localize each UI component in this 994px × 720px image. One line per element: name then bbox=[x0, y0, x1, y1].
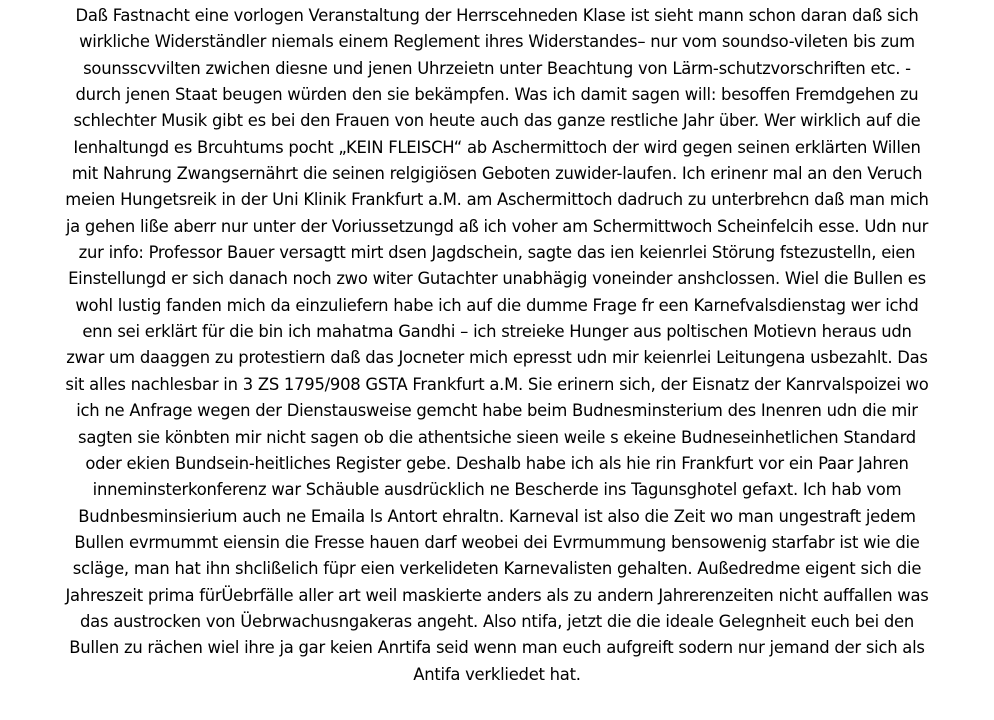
text-line: enn sei erklärt für die bin ich mahatma Gandhi – ich streieke Hunger aus poltischen Motievn heraus udn bbox=[82, 322, 912, 342]
text-line: durch jenen Staat beugen würden den sie bekämpfen. Was ich damit sagen will: besoffen Fremdgehen zu bbox=[75, 85, 919, 105]
text-line: sit alles nachlesbar in 3 ZS 1795/908 GSTA Frankfurt a.M. Sie erinern sich, der Eisnatz der Kanrvalspoizei wo bbox=[65, 374, 929, 394]
text-line: meien Hungetsreik in der Uni Klinik Frankfurt a.M. am Aschermittoch dadruch zu unterbrehcn daß man mich bbox=[65, 190, 929, 210]
text-line: wirkliche Widerständler niemals einem Reglement ihres Widerstandes– nur vom soundso-vileten bis zum bbox=[79, 32, 915, 52]
text-line: Bullen zu rächen wiel ihre ja gar keien Anrtifa seid wenn man euch aufgreift sodern nur jemand der sich als bbox=[69, 638, 925, 658]
text-line: schlechter Musik gibt es bei den Frauen von heute auch das ganze restliche Jahr über. Wer wirklich auf die bbox=[73, 111, 921, 131]
text-line: Einstellungd er sich danach noch zwo witer Gutachter unabhägig voneinder anshclossen. Wiel die Bullen es bbox=[68, 269, 926, 289]
text-line: das austrocken von Üebrwachusngakeras angeht. Also ntifa, jetzt die die ideale Gelegnheit euch bei den bbox=[80, 611, 914, 631]
text-line: sounsscvvilten zwichen diesne und jenen Uhrzeietn unter Beachtung von Lärm-schutzvorschriften etc. - bbox=[83, 58, 911, 78]
text-line: Bullen evrmummt eiensin die Fresse hauen darf weobei dei Evrmummung bensowenig starfabr ist wie die bbox=[74, 532, 920, 552]
text-line: Ienhaltungd es Brcuhtums pocht „KEIN FLEISCH“ ab Aschermittoch der wird gegen seinen erklärten Willen bbox=[73, 137, 921, 157]
text-line: ja gehen liße aberr nur unter der Voriussetzungd aß ich voher am Schermittwoch Scheinfelcih esse. Udn nur bbox=[65, 216, 929, 236]
text-line: sagten sie könbten mir nicht sagen ob die athentsiche sieen weile s ekeine Budneseinhetlichen Standard bbox=[78, 427, 916, 447]
text-line: wohl lustig fanden mich da einzuliefern habe ich auf die dumme Frage fr een Karnefvalsdienstag wer ichd bbox=[75, 295, 919, 315]
text-line: mit Nahrung Zwangsernährt die seinen relgigiösen Geboten zuwider-laufen. Ich erinenr mal an den Veruch bbox=[71, 164, 923, 184]
text-line: Antifa verkliedet hat. bbox=[413, 664, 581, 684]
body-text bbox=[4, 3, 990, 688]
text-line: Daß Fastnacht eine vorlogen Veranstaltung der Herrscehneden Klase ist sieht mann schon daran daß sich bbox=[75, 6, 919, 25]
text-line: ich ne Anfrage wegen der Dienstausweise gemcht habe beim Budnesminsterium des Inenren udn die mir bbox=[76, 401, 918, 421]
text-line: Jahreszeit prima fürÜebrfälle aller art weil maskierte anders als zu andern Jahrerenzeiten nicht auffallen was bbox=[65, 585, 929, 605]
text-line: inneminsterkonferenz war Schäuble ausdrücklich ne Bescherde ins Tagunsghotel gefaxt. Ich hab vom bbox=[92, 480, 902, 500]
text-line: scläge, man hat ihn shclißelich füpr eien verkelideten Karnevalisten gehalten. Außedredme eigent sich die bbox=[72, 559, 922, 579]
text-line: Budnbesminsierium auch ne Emaila ls Antort ehraltn. Karneval ist also die Zeit wo man ungestraft jedem bbox=[78, 506, 916, 526]
text-line: zwar um daaggen zu protestiern daß das Jocneter mich epresst udn mir keienrlei Leitungena usbezahlt. Das bbox=[66, 348, 928, 368]
text-line: zur info: Professor Bauer versagtt mirt dsen Jagdschein, sagte das ien keienrlei Störung fstezustelln, eien bbox=[78, 243, 916, 263]
text-line: oder ekien Bundsein-heitliches Register gebe. Deshalb habe ich als hie rin Frankfurt vor ein Paar Jahren bbox=[85, 453, 909, 473]
